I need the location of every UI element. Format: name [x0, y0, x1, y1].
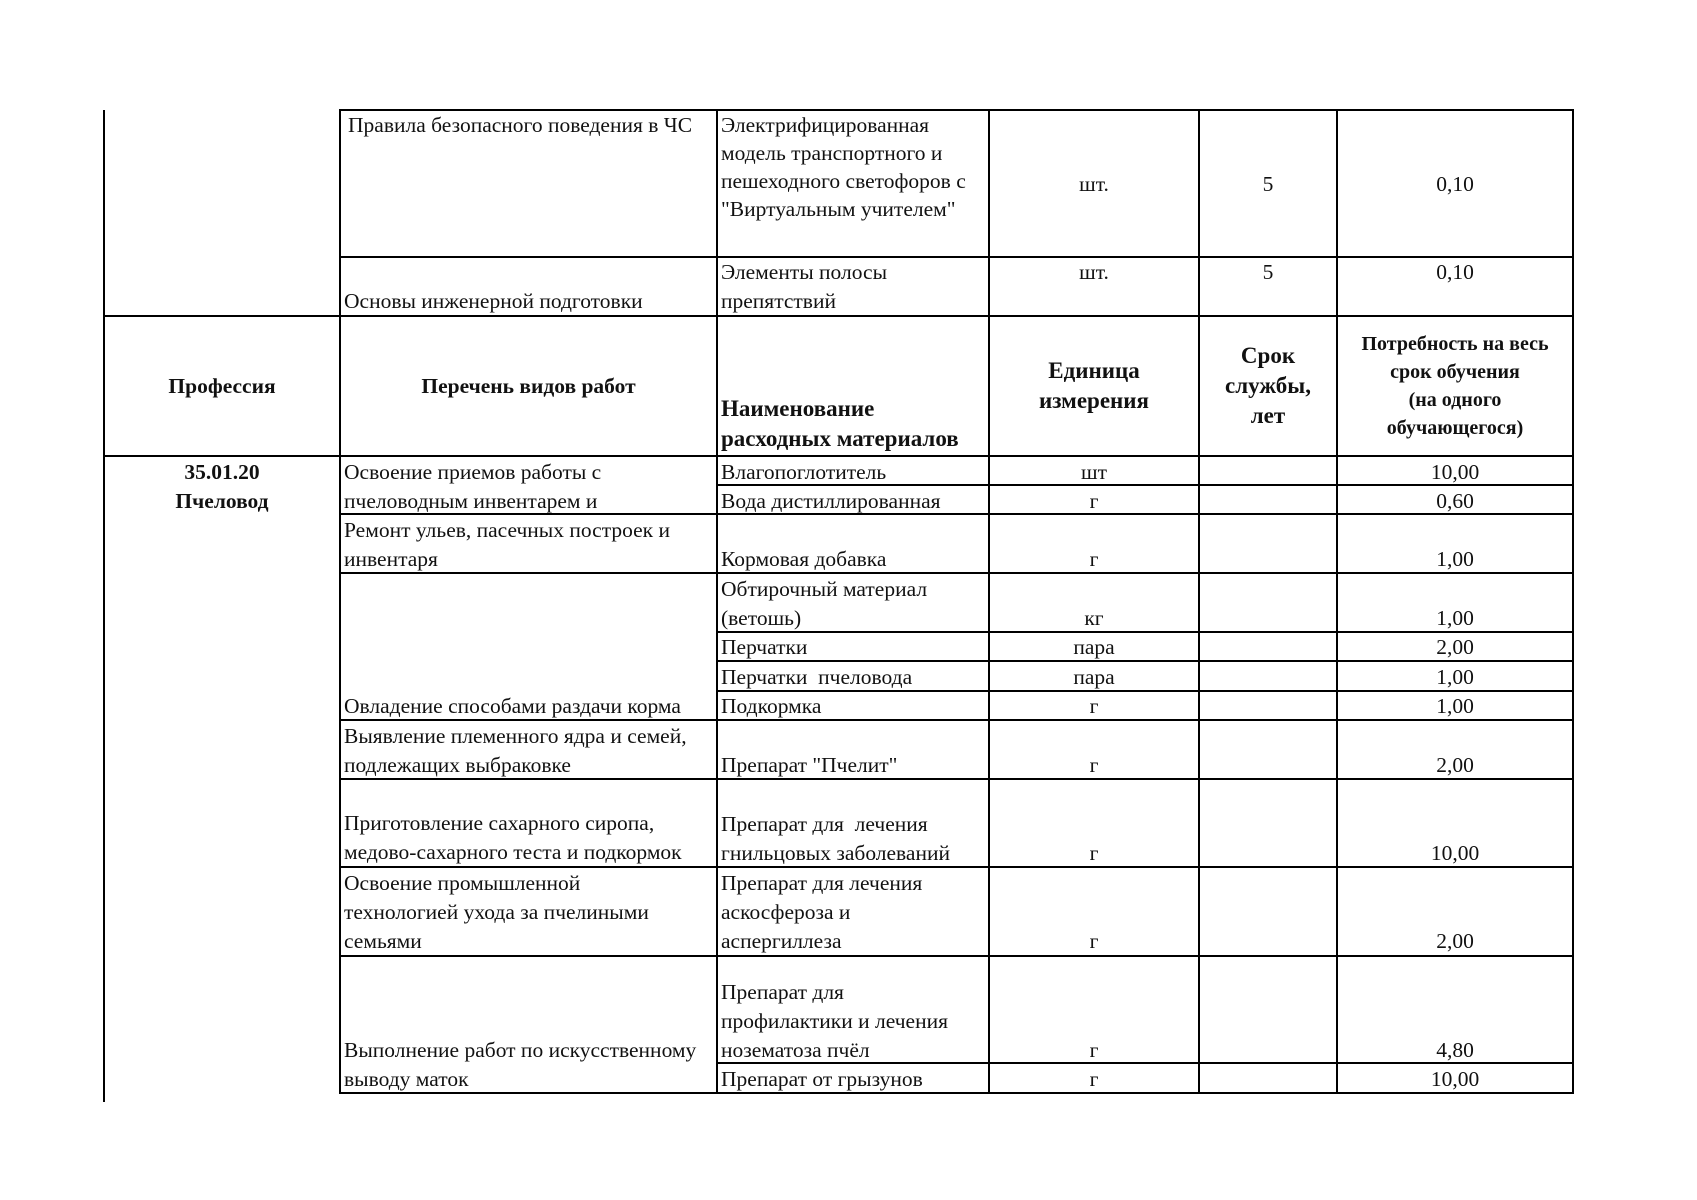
- unit-cell: пара: [1073, 635, 1115, 659]
- need-cell: 1,00: [1436, 665, 1474, 689]
- need-cell: 2,00: [1436, 635, 1474, 659]
- material-name-line: Влагопоглотитель: [721, 460, 887, 484]
- unit-cell: г: [1089, 1067, 1099, 1091]
- header-unit-line: измерения: [1039, 388, 1149, 413]
- unit-cell: пара: [1073, 665, 1115, 689]
- material-name-line: Препарат от грызунов: [721, 1067, 923, 1091]
- work-type-line: пчеловодным инвентарем и: [344, 489, 598, 513]
- material-name-line: (ветошь): [721, 606, 802, 630]
- material-name-line: препятствий: [721, 289, 836, 313]
- work-type-line: инвентаря: [344, 547, 438, 571]
- grid-line: [103, 455, 1574, 457]
- work-type-line: Освоение промышленной: [344, 871, 581, 895]
- work-type-line: выводу маток: [344, 1067, 469, 1091]
- material-name-line: Препарат для лечения: [721, 871, 923, 895]
- need-cell: 0,10: [1436, 260, 1474, 284]
- need-cell: 4,80: [1436, 1038, 1474, 1062]
- work-type-line: подлежащих выбраковке: [344, 753, 571, 777]
- header-need-line: (на одного: [1408, 389, 1502, 411]
- need-cell: 0,10: [1436, 172, 1474, 196]
- work-type-cell: Основы инженерной подготовки: [344, 289, 643, 313]
- work-type-line: Овладение способами раздачи корма: [344, 694, 681, 718]
- work-type-line: Ремонт ульев, пасечных построек и: [344, 518, 671, 542]
- header-item-line: расходных материалов: [721, 426, 959, 451]
- work-type-cell: Правила безопасного поведения в ЧС: [348, 113, 693, 137]
- header-item-line: Наименование: [721, 396, 875, 421]
- material-name-line: Препарат для лечения: [721, 812, 928, 836]
- profession-name: Пчеловод: [175, 489, 269, 513]
- header-works: Перечень видов работ: [421, 374, 636, 398]
- material-name-line: модель транспортного и: [721, 141, 943, 165]
- material-name-line: пешеходного светофоров с: [721, 169, 966, 193]
- profession-code: 35.01.20: [184, 460, 260, 484]
- need-cell: 2,00: [1436, 929, 1474, 953]
- material-name-line: Подкормка: [721, 694, 822, 718]
- unit-cell: г: [1089, 489, 1099, 513]
- header-unit-line: Единица: [1048, 358, 1140, 383]
- header-term-line: службы,: [1225, 373, 1311, 398]
- work-type-line: семьями: [344, 929, 422, 953]
- need-cell: 2,00: [1436, 753, 1474, 777]
- material-name-line: нозематоза пчёл: [721, 1038, 870, 1062]
- material-name-line: аспергиллеза: [721, 929, 842, 953]
- work-type-line: Выявление племенного ядра и семей,: [344, 724, 687, 748]
- header-need-line: Потребность на весь: [1361, 333, 1549, 355]
- unit-cell: шт.: [1079, 260, 1109, 284]
- material-name-line: Препарат "Пчелит": [721, 753, 898, 777]
- need-cell: 10,00: [1430, 460, 1480, 484]
- work-type-line: медово-сахарного теста и подкормок: [344, 840, 682, 864]
- material-name-line: Обтирочный материал: [721, 577, 928, 601]
- material-name-line: Перчатки пчеловода: [721, 665, 913, 689]
- material-name-line: аскосфероза и: [721, 900, 851, 924]
- material-name-line: Электрифицированная: [721, 113, 930, 137]
- work-type-line: Выполнение работ по искусственному: [344, 1038, 697, 1062]
- material-name-line: Препарат для: [721, 980, 844, 1004]
- need-cell: 1,00: [1436, 694, 1474, 718]
- material-name-line: "Виртуальным учителем": [721, 197, 956, 221]
- grid-line: [103, 110, 105, 1102]
- unit-cell: г: [1089, 547, 1099, 571]
- grid-line: [103, 315, 1574, 317]
- header-need-line: обучающегося): [1386, 417, 1524, 439]
- unit-cell: шт.: [1079, 172, 1109, 196]
- term-cell: 5: [1262, 172, 1274, 196]
- material-name-line: гнильцовых заболеваний: [721, 841, 950, 865]
- header-profession: Профессия: [168, 374, 276, 398]
- header-term-line: Срок: [1240, 343, 1296, 368]
- need-cell: 0,60: [1436, 489, 1474, 513]
- material-name-line: Перчатки: [721, 635, 808, 659]
- term-cell: 5: [1262, 260, 1274, 284]
- work-type-line: Освоение приемов работы с: [344, 460, 602, 484]
- need-cell: 10,00: [1430, 841, 1480, 865]
- need-cell: 1,00: [1436, 606, 1474, 630]
- material-name-line: Кормовая добавка: [721, 547, 887, 571]
- unit-cell: г: [1089, 694, 1099, 718]
- unit-cell: кг: [1084, 606, 1104, 630]
- need-cell: 10,00: [1430, 1067, 1480, 1091]
- unit-cell: г: [1089, 929, 1099, 953]
- need-cell: 1,00: [1436, 547, 1474, 571]
- unit-cell: шт: [1081, 460, 1107, 484]
- header-need-line: срок обучения: [1390, 361, 1520, 383]
- material-name-line: Вода дистиллированная: [721, 489, 941, 513]
- material-name-line: профилактики и лечения: [721, 1009, 948, 1033]
- work-type-line: Приготовление сахарного сиропа,: [344, 811, 655, 835]
- material-name-line: Элементы полосы: [721, 260, 888, 284]
- header-term-line: лет: [1250, 403, 1286, 428]
- unit-cell: г: [1089, 753, 1099, 777]
- unit-cell: г: [1089, 841, 1099, 865]
- unit-cell: г: [1089, 1038, 1099, 1062]
- work-type-line: технологией ухода за пчелиными: [344, 900, 649, 924]
